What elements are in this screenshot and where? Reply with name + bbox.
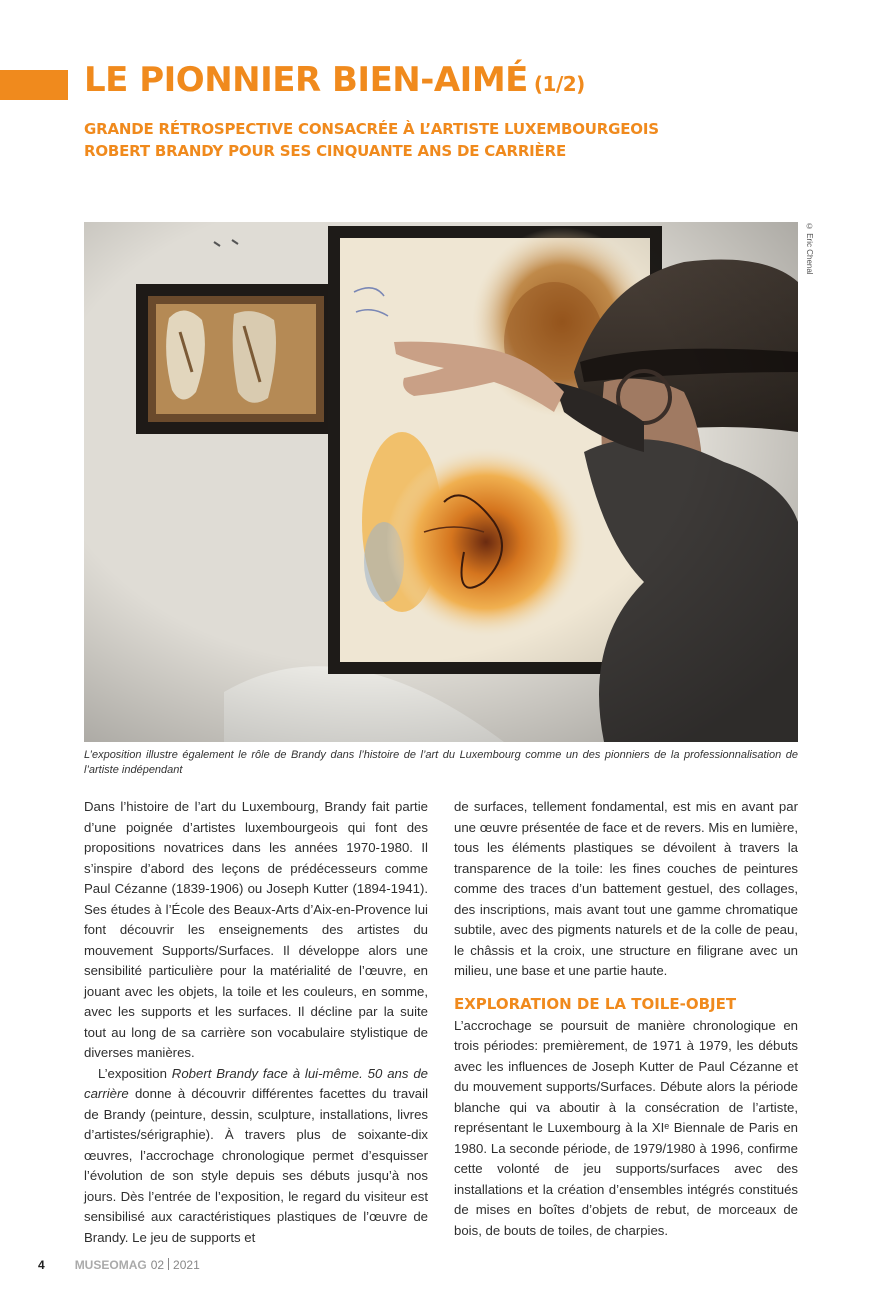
paragraph — [84, 1064, 428, 1249]
paragraph-intro: L’exposition — [98, 1065, 172, 1081]
photo-credit: © Eric Chenal — [805, 222, 814, 275]
exhibition-title: Robert Brandy face à lui-même. 50 ans de carrière — [84, 1065, 428, 1101]
paragraph: de surfaces, tellement fondamental, est mis en avant par une œuvre présentée de face et de revers. Mis en lumière, tous les éléments plastiques se dévoilent à travers la transparence de la toile: les fines couches de peintures comme des traces d’un battement gestuel, des collages, des inscriptions, mais avant tout une gamme chromatique subtile, avec des pigments naturels et de la colle de peau, le châssis et la croix, une structure en filigrane avec un milieu, une base et une partie haute. — [454, 799, 798, 978]
footer-divider — [168, 1258, 169, 1270]
issue-number: 02 — [150, 1258, 165, 1272]
magazine-brand: MUSEOMAG — [74, 1258, 147, 1272]
page-number: 4 — [38, 1258, 45, 1272]
page-footer — [38, 1258, 200, 1272]
paragraph: Dans l’histoire de l’art du Luxembourg, Brandy fait partie d’une poignée d’artistes luxembourgeois qui font des propositions novatrices dans les années 1970-1980. Il s’inspire d’abord des leçons de prédécesseurs comme Paul Cézanne (1839-1906) ou Joseph Kutter (1894-1941). Ses études à l’École des Beaux-Arts d’Aix-en-Provence lui font découvrir les enseignements des artistes du mouvement Supports/Surfaces. Il développe alors une sensibilité particulière pour la matérialité de l’œuvre, en jouant avec les objets, la toile et les couleurs, en somme, avec les supports et les surfaces. Il décline par la suite tout au long de sa carrière son vocabulaire stylistique de diverses manières. — [84, 799, 428, 1060]
paragraph-rest: donne à découvrir différentes facettes du travail de Brandy (peinture, dessin, sculpture, installations, livres d’artistes/sérigraphie). À travers plus de soixante-dix œuvres, l’accrochage chronologique permet d’esquisser l’évolution de son style depuis ses débuts jusqu’à nos jours. Dès l’entrée de l’exposition, le regard du visiteur est sensibilisé aux caractéristiques plastiques de l’œuvre de Brandy. Le jeu de supports et — [84, 1086, 428, 1245]
title-part: (1/2) — [533, 72, 585, 96]
right-column — [454, 797, 798, 1241]
paragraph: L’accrochage se poursuit de manière chronologique en trois périodes: premièrement, de 1971 à 1979, les débuts avec les influences de Joseph Kutter de Paul Cézanne et du mouvement supports/Surfaces. Débute alors la période blanche qui va aboutir à la consécration de l’artiste, représentant le Luxembourg à la XIᵉ Biennale de Paris en 1980. La seconde période, de 1979/1980 à 1996, confirme cette volonté de jeu supports/surfaces avec des installations et la création d’ensembles intégrés constitués de mises en boîtes d’objets de rebut, de morceaux de bois, de bouts de toiles, de charpies. — [454, 1017, 798, 1238]
title-main: LE PIONNIER BIEN-AIMÉ — [84, 60, 528, 100]
accent-bar — [0, 70, 68, 100]
article-title — [84, 60, 585, 100]
exhibition-photo — [84, 222, 798, 742]
article-subtitle: GRANDE RÉTROSPECTIVE CONSACRÉE À L’ARTISTE LUXEMBOURGEOIS ROBERT BRANDY POUR SES CINQUANTE ANS DE CARRIÈRE — [84, 120, 659, 160]
left-column — [84, 797, 428, 1248]
issue-year: 2021 — [173, 1258, 200, 1272]
section-heading: EXPLORATION DE LA TOILE-OBJET — [454, 994, 737, 1013]
photo-caption: L’exposition illustre également le rôle de Brandy dans l’histoire de l’art du Luxembourg comme un des pionniers de la professionnalisation de l’artiste indépendant — [84, 749, 798, 776]
